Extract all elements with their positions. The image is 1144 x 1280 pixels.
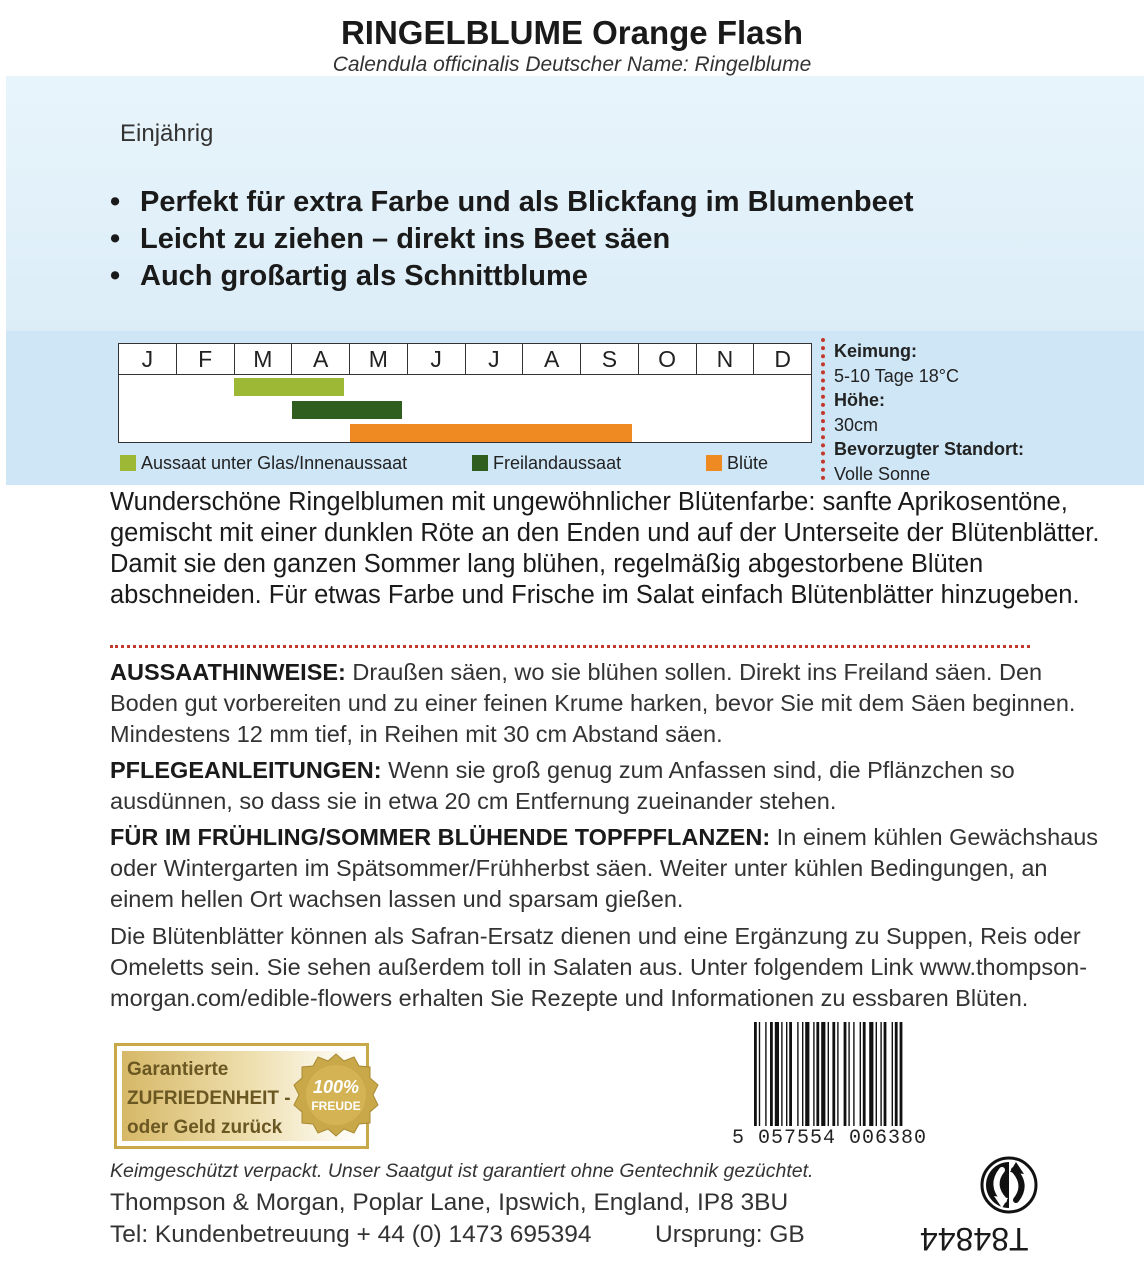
calendar-bar-outdoor-sowing	[292, 401, 402, 419]
seal-icon	[293, 1052, 379, 1138]
month-jul: J	[466, 344, 524, 374]
barcode-bar	[754, 1022, 757, 1126]
barcode-number: 5 057554 006380	[732, 1127, 928, 1150]
month-nov: N	[697, 344, 755, 374]
sowing-calendar	[118, 343, 812, 443]
sowing-instructions	[110, 657, 1110, 750]
month-mar: M	[235, 344, 293, 374]
barcode-bar	[892, 1022, 893, 1126]
barcode-bar	[837, 1022, 838, 1126]
barcode-bar	[802, 1022, 803, 1126]
product-title: RINGELBLUME Orange Flash	[340, 14, 804, 51]
germination-value: 5-10 Tage 18°C	[834, 365, 959, 386]
care-text: Wenn sie groß genug zum Anfassen sind, die Pflänzchen so ausdünnen, so dass sie in etwa 20 cm Entfernung zueinander stehen.	[110, 757, 1015, 814]
legend-label: Aussaat unter Glas/Innenaussaat	[141, 453, 408, 473]
legend-swatch	[706, 455, 722, 471]
barcode-bar	[860, 1022, 861, 1126]
sowing-text: Draußen säen, wo sie blühen sollen. Direkt ins Freiland säen. Den Boden gut vorbereiten und zu einer feinen Krume harken, bevor Sie mit dem Säen beginnen. Mindestens 12 mm tief, in Reihen mit 30 cm Abstand säen.	[110, 659, 1076, 747]
origin-label: Ursprung: GB	[655, 1221, 805, 1248]
barcode-bar	[781, 1022, 782, 1126]
customer-service-phone: Tel: Kundenbetreuung + 44 (0) 1473 695394	[110, 1221, 592, 1248]
divider-dotted-vertical	[821, 338, 825, 480]
barcode-bar	[786, 1022, 787, 1126]
barcode-bar	[770, 1022, 773, 1126]
month-sep: S	[581, 344, 639, 374]
pots-label: FÜR IM FRÜHLING/SOMMER BLÜHENDE TOPFPFLANZEN:	[110, 824, 771, 850]
month-jun: J	[408, 344, 466, 374]
barcode-bar	[848, 1022, 849, 1126]
bullet-text: Perfekt für extra Farbe und als Blickfang im Blumenbeet	[140, 186, 914, 218]
green-dot-recycle-icon	[980, 1156, 1038, 1214]
barcode-bar	[832, 1022, 835, 1126]
germination-label: Keimung:	[834, 341, 917, 361]
month-aug: A	[523, 344, 581, 374]
barcode-bar	[765, 1022, 766, 1126]
barcode-bar	[759, 1022, 760, 1126]
legend-label: Blüte	[727, 453, 769, 473]
edible-info: Die Blütenblätter können als Safran-Ersatz dienen und eine Ergänzung zu Suppen, Reis oder Omeletts sein. Sie sehen außerdem toll in Salaten aus. Unter folgendem Link www.thompson-morgan.com/edible-flowers erhalten Sie Rezepte und Informationen zu essbaren Blüten.	[110, 923, 1088, 1011]
calendar-bar-flowering	[350, 424, 633, 442]
sowing-label: AUSSAATHINWEISE:	[110, 659, 346, 685]
bullet-dot: •	[110, 186, 121, 218]
barcode-bar	[880, 1022, 881, 1126]
seed-guarantee-note: Keimgeschützt verpackt. Unser Saatgut ist garantiert ohne Gentechnik gezüchtet.	[110, 1160, 814, 1182]
month-jan: J	[119, 344, 177, 374]
lifecycle-label: Einjährig	[120, 120, 214, 147]
barcode-bar	[869, 1022, 873, 1126]
badge-line-1: Garantierte	[127, 1059, 229, 1080]
legend-item-flowering	[706, 453, 768, 474]
care-instructions	[110, 755, 1110, 817]
barcode-icon	[752, 1022, 952, 1144]
legend-swatch	[472, 455, 488, 471]
barcode-bar	[797, 1022, 798, 1126]
bullet-item	[110, 223, 670, 256]
bullet-text: Leicht zu ziehen – direkt ins Beet säen	[140, 223, 671, 255]
barcode-bar	[828, 1022, 829, 1126]
badge-line-3: oder Geld zurück	[127, 1117, 283, 1138]
divider-dotted-horizontal	[110, 645, 1030, 648]
barcode-bar	[805, 1022, 809, 1126]
badge-text	[127, 1055, 291, 1142]
month-oct: O	[639, 344, 697, 374]
location-label: Bevorzugter Standort:	[834, 439, 1025, 459]
pots-text: In einem kühlen Gewächshaus oder Wintergarten im Spätsommer/Frühherbst säen. Weiter unter kühlen Bedingungen, an einem hellen Ort wachsen lassen und sparsam gießen.	[110, 824, 1099, 912]
growing-info	[834, 339, 1024, 486]
legend-item-outdoor	[472, 453, 621, 474]
barcode-bar	[821, 1022, 825, 1126]
bullet-item	[110, 186, 914, 219]
calendar-bar-indoor-sowing	[234, 378, 344, 396]
legend-swatch	[120, 455, 136, 471]
barcode-bar	[844, 1022, 847, 1126]
seal-word: FREUDE	[311, 1099, 361, 1113]
badge-line-2: ZUFRIEDENHEIT -	[127, 1088, 291, 1109]
pot-instructions	[110, 822, 1110, 915]
month-apr: A	[292, 344, 350, 374]
barcode-bar	[884, 1022, 887, 1126]
botanical-name: Calendula officinalis Deutscher Name: Ringelblume	[332, 53, 812, 76]
legend-label: Freilandaussaat	[493, 453, 622, 473]
calendar-month-row	[119, 344, 811, 375]
guarantee-badge	[114, 1043, 369, 1149]
bullet-item	[110, 260, 588, 293]
location-value: Volle Sonne	[834, 463, 931, 484]
legend-item-indoor	[120, 453, 407, 474]
seal-percent: 100%	[312, 1077, 360, 1097]
barcode-bar	[789, 1022, 792, 1126]
barcode-bar	[863, 1022, 866, 1126]
company-address: Thompson & Morgan, Poplar Lane, Ipswich, England, IP8 3BU	[110, 1189, 789, 1216]
barcode-bar	[853, 1022, 854, 1126]
barcode-bar	[900, 1022, 903, 1126]
barcode-bar	[816, 1022, 819, 1126]
product-code: T84844	[920, 1221, 1029, 1257]
bullet-text: Auch großartig als Schnittblume	[140, 260, 588, 292]
month-may: M	[350, 344, 408, 374]
barcode-bar	[876, 1022, 877, 1126]
bullet-dot: •	[110, 260, 121, 292]
barcode-bar	[775, 1022, 779, 1126]
barcode-bar	[813, 1022, 814, 1126]
care-label: PFLEGEANLEITUNGEN:	[110, 757, 382, 783]
barcode-bar	[895, 1022, 898, 1126]
height-label: Höhe:	[834, 390, 885, 410]
bullet-dot: •	[110, 223, 121, 255]
height-value: 30cm	[834, 414, 879, 435]
description: Wunderschöne Ringelblumen mit ungewöhnlicher Blütenfarbe: sanfte Aprikosentöne, gemischt mit einer dunklen Röte an den Enden und auf der Unterseite der Blütenblätter. Damit sie den ganzen Sommer lang blühen, regelmäßig abgestorbene Blüten abschneiden. Für etwas Farbe und Frische im Salat einfach Blütenblätter hinzugeben.	[110, 488, 1100, 609]
month-feb: F	[177, 344, 235, 374]
month-dec: D	[774, 346, 791, 372]
